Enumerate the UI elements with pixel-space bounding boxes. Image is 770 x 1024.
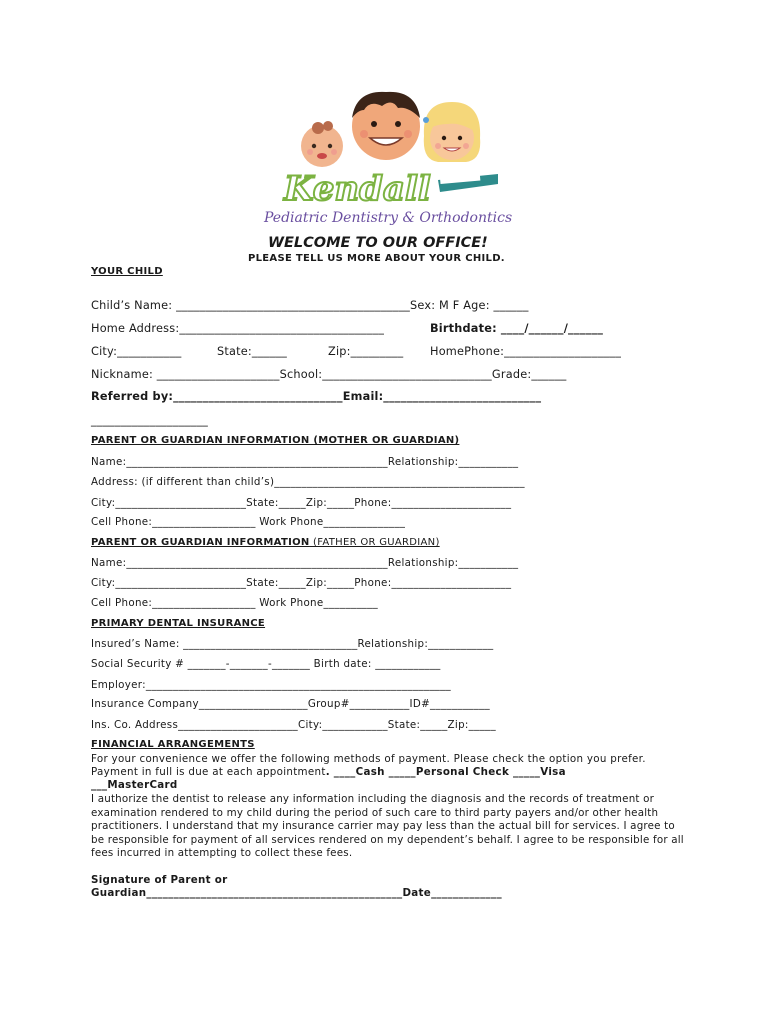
home-phone-field[interactable]: HomePhone:____________________	[430, 345, 622, 358]
social-security-line[interactable]: Social Security # _______-_______-_______ Birth date: ____________	[91, 658, 441, 670]
payment-options-line	[91, 766, 566, 778]
father-heading-bold: PARENT OR GUARDIAN INFORMATION	[91, 537, 310, 548]
financial-heading: FINANCIAL ARRANGEMENTS	[91, 739, 255, 750]
payment-due-text: Payment in full is due at each appointment	[91, 766, 326, 778]
signature-date-line[interactable]: Guardian_______________________________________________Date_____________	[91, 887, 502, 899]
authorization-paragraph: I authorize the dentist to release any information including the diagnosis and the records of treatment or examination rendered to my child during the period of such care to third party payers and/or other health practitioners. I understand that my insurance carrier may pay less than the actual bill for services. I agree to be responsible for payment of all services rendered on my dependent’s behalf. I agree to be responsible for all fees incurred in attempting to collect these fees.	[91, 793, 684, 859]
practice-logo	[264, 88, 520, 233]
home-address-line[interactable]: Home Address:___________________________________	[91, 322, 385, 335]
mother-phones-line[interactable]: Cell Phone:___________________ Work Phone_______________	[91, 516, 406, 528]
insurance-heading: PRIMARY DENTAL INSURANCE	[91, 618, 266, 629]
mother-name-line[interactable]: Name:________________________________________________Relationship:___________	[91, 456, 519, 468]
child-name-line[interactable]: Child’s Name: ________________________________________Sex: M F Age: ______	[91, 299, 529, 312]
insurance-address-line[interactable]: Ins. Co. Address______________________City:____________State:_____Zip:_____	[91, 719, 496, 731]
father-heading-normal: (FATHER OR GUARDIAN)	[309, 537, 440, 548]
father-city-line[interactable]: City:________________________State:_____Zip:_____Phone:______________________	[91, 577, 512, 589]
referred-by-line[interactable]: Referred by:_____________________________Email:___________________________	[91, 390, 542, 403]
tagline-art: Pediatric Dentistry & Orthodontics	[264, 210, 513, 226]
referred-by-continuation[interactable]: ____________________	[91, 414, 208, 427]
father-guardian-heading	[91, 537, 440, 548]
payment-due-period: .	[325, 766, 330, 778]
nickname-line[interactable]: Nickname: _____________________School:_____________________________Grade:______	[91, 368, 567, 381]
mother-address-line[interactable]: Address: (if different than child’s)______________________________________________	[91, 476, 525, 488]
birthdate-line[interactable]: Birthdate: ____/______/______	[430, 322, 604, 335]
zip-field[interactable]: Zip:_________	[328, 345, 404, 358]
employer-line[interactable]: Employer:________________________________________________________	[91, 679, 451, 691]
page-subtitle: PLEASE TELL US MORE ABOUT YOUR CHILD.	[248, 253, 505, 264]
insurance-company-line[interactable]: Insurance Company____________________Group#___________ID#___________	[91, 698, 490, 710]
mother-city-line[interactable]: City:________________________State:_____Zip:_____Phone:______________________	[91, 497, 512, 509]
state-field[interactable]: State:______	[217, 345, 287, 358]
payment-intro: For your convenience we offer the following methods of payment. Please check the option you prefer.	[91, 753, 646, 765]
mastercard-option[interactable]: ___MasterCard	[91, 779, 178, 791]
welcome-title: WELCOME TO OUR OFFICE!	[268, 235, 488, 251]
payment-options[interactable]: ____Cash _____Personal Check _____Visa	[329, 766, 566, 778]
three-kids-faces-logo-icon	[264, 88, 520, 233]
brand-name-art: Kendall	[284, 169, 431, 209]
insured-name-line[interactable]: Insured’s Name: ________________________________Relationship:____________	[91, 638, 494, 650]
city-field[interactable]: City:___________	[91, 345, 182, 358]
your-child-heading: YOUR CHILD	[91, 266, 163, 277]
father-name-line[interactable]: Name:________________________________________________Relationship:___________	[91, 557, 519, 569]
father-phones-line[interactable]: Cell Phone:___________________ Work Phone__________	[91, 597, 379, 609]
mother-guardian-heading: PARENT OR GUARDIAN INFORMATION (MOTHER OR GUARDIAN)	[91, 435, 460, 446]
signature-label: Signature of Parent or	[91, 874, 228, 886]
